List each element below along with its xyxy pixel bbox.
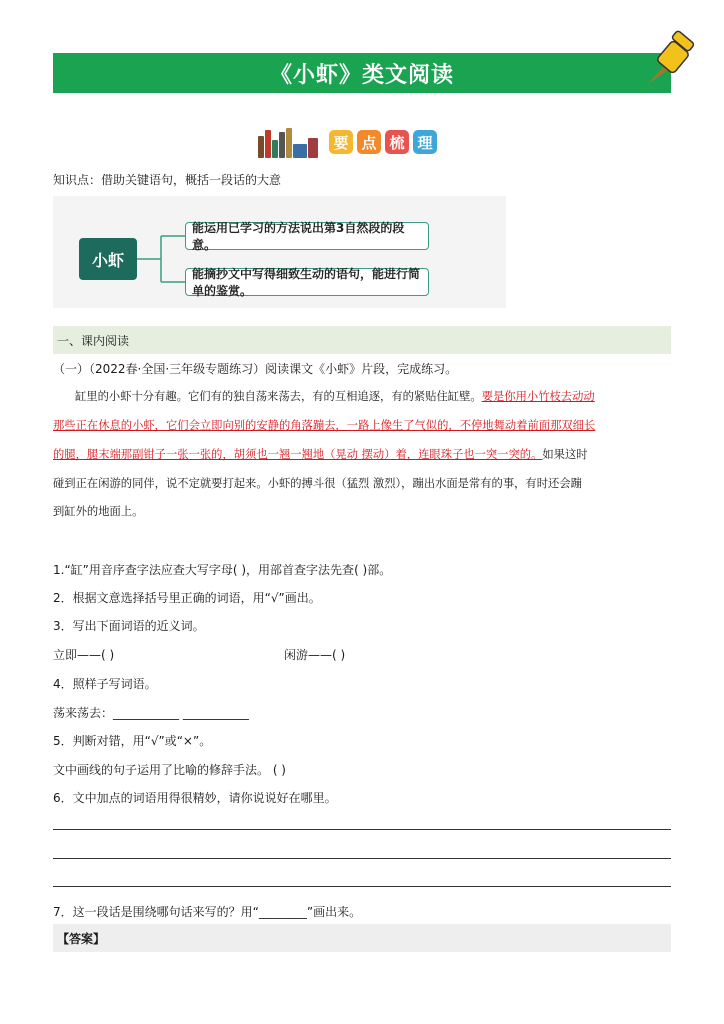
mind-map-node-1: 能运用已学习的方法说出第3自然段的段意。 bbox=[185, 222, 429, 250]
logo-char-1: 要 bbox=[329, 130, 353, 154]
logo-char-3: 梳 bbox=[385, 130, 409, 154]
pushpin-icon bbox=[640, 30, 700, 90]
passage-line-1 bbox=[53, 388, 595, 404]
question-1: 1.“缸”用音序查字法应查大写字母( )，用部首查字法先查( )部。 bbox=[53, 563, 392, 577]
question-5: 5．判断对错，用“√”或“×”。 bbox=[53, 734, 212, 748]
question-5-statement: 文中画线的句子运用了比喻的修辞手法。 ( ) bbox=[53, 763, 286, 777]
underlined-sentence: 的腿，腿末端那副钳子一张一张的，胡须也一翘一翘地（晃动 摆动）着，连眼珠子也一突一突的。 bbox=[53, 448, 543, 461]
books-icon bbox=[258, 126, 319, 158]
mind-map-node-2: 能摘抄文中写得细致生动的语句，能进行简单的鉴赏。 bbox=[185, 268, 429, 296]
exercise-intro: （一）（2022春·全国·三年级专题练习）阅读课文《小虾》片段，完成练习。 bbox=[53, 362, 458, 376]
passage-text: 如果这时 bbox=[542, 448, 588, 461]
answer-line-1 bbox=[53, 829, 671, 830]
passage-text: 缸里的小虾十分有趣。它们有的独自荡来荡去，有的互相追逐，有的紧贴住缸壁。 bbox=[75, 390, 482, 403]
passage-line-3 bbox=[53, 446, 588, 462]
underlined-sentence: 要是你用小竹枝去动动 bbox=[481, 390, 595, 403]
mind-map bbox=[53, 196, 506, 308]
question-4: 4．照样子写词语。 bbox=[53, 677, 157, 691]
mind-map-root: 小虾 bbox=[79, 238, 137, 280]
question-3-item-a: 立即——( ) bbox=[53, 648, 115, 662]
knowledge-point: 知识点：借助关键语句，概括一段话的大意 bbox=[53, 173, 282, 187]
question-3-item-b: 闲游——( ) bbox=[284, 648, 346, 662]
passage-line-4: 碰到正在闲游的同伴，说不定就要打起来。小虾的搏斗很（猛烈 激烈），蹦出水面是常有的事，有时还会蹦 bbox=[53, 477, 582, 490]
logo-char-4: 理 bbox=[413, 130, 437, 154]
question-3: 3．写出下面词语的近义词。 bbox=[53, 619, 205, 633]
passage-line-5: 到缸外的地面上。 bbox=[53, 505, 144, 518]
answer-line-2 bbox=[53, 858, 671, 859]
answer-line-3 bbox=[53, 886, 671, 887]
question-4-example: 荡来荡去：___________ ___________ bbox=[53, 706, 249, 720]
section-logo-key-points bbox=[258, 124, 448, 160]
page-title: 《小虾》类文阅读 bbox=[269, 62, 454, 88]
answer-header: 【答案】 bbox=[53, 924, 671, 952]
question-2: 2．根据文意选择括号里正确的词语，用“√”画出。 bbox=[53, 591, 321, 605]
question-6: 6．文中加点的词语用得很精妙，请你说说好在哪里。 bbox=[53, 791, 337, 805]
section-header-in-class-reading: 一、课内阅读 bbox=[53, 326, 671, 354]
passage-line-2: 那些正在休息的小虾，它们会立即向别的安静的角落蹦去，一路上像生了气似的，不停地舞动着前面那双细长 bbox=[53, 419, 596, 432]
title-banner bbox=[53, 53, 671, 93]
question-7: 7．这一段话是围绕哪句话来写的？用“________”画出来。 bbox=[53, 905, 362, 919]
logo-char-2: 点 bbox=[357, 130, 381, 154]
